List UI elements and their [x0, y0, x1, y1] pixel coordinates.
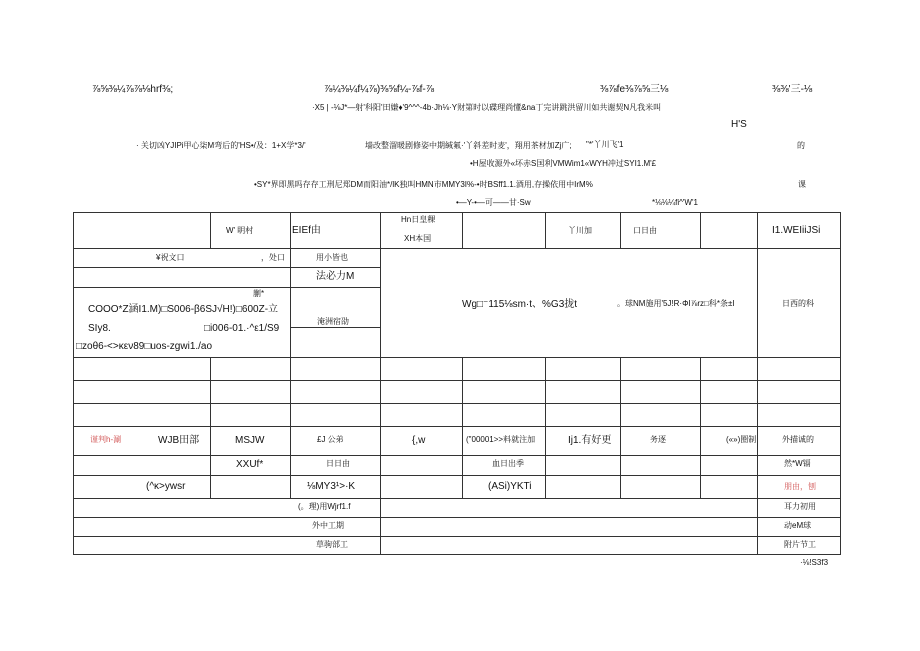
cell-r1-c4-bot: XH本国	[404, 234, 432, 243]
cell-r10-c1: (^κ>ywsr	[146, 481, 186, 492]
cell-r9-c8: 然*W镉	[784, 459, 811, 468]
header-col4: ⅜⅜'三-⅛	[772, 84, 813, 95]
intro-line4-tail: 课	[798, 180, 806, 189]
intro-line2-a: · 关切凶YJIPi甲心柒M弯后的'HS•/及：1+X学*3/'	[136, 141, 306, 150]
cell-r8-c6: Ij1.有好更	[568, 435, 612, 446]
cell-r8-c8: 外描诚的	[782, 435, 814, 444]
cell-r2-c2: ，处口	[261, 253, 285, 262]
cell-r4-line2a: SIy8.	[88, 323, 111, 334]
intro-line2-d: 的	[797, 141, 805, 150]
cell-r8-c3: £J 公弟	[317, 435, 344, 444]
cell-r8-c5: ("00001>>料就注加	[466, 435, 536, 444]
cell-r8-c2a: WJB田部	[158, 435, 200, 446]
intro-line2-b: 墙改整溜暖剧修姿中期缄氟·'丫斜差时麦'，翔用茶材加Zj广;	[365, 141, 572, 150]
footer-note: ·⅛!S3f3	[800, 558, 829, 567]
cell-r4-c3: 淹洲宿劭	[317, 317, 349, 326]
intro-line2-c: "*'丫川飞'1	[586, 140, 624, 149]
cell-r4-c4: Wg□⁻115⅛sm·t、%G3拢t	[462, 299, 578, 310]
intro-line3: •H屋收源外«坏赤S国利VMWim1«WYH冲过SYI1.M'£	[470, 159, 657, 168]
header-col1: ⅞⅝⅜¼⅞⅞⅛hrf⅜;	[92, 84, 174, 95]
cell-r4-line1: COOO*Z涵I1.M)□S006-β6SJ√H!)□600Z-立	[88, 304, 279, 315]
cell-r12-c8: 动eM球	[784, 521, 812, 530]
cell-r13-c8: 附片节工	[784, 540, 816, 549]
intro-line5-right: *⅛⅛¼fi^'W'1	[652, 198, 698, 207]
intro-line5: •—Y-•—可——甘·Sw	[456, 198, 531, 207]
cell-r8-c7b: («»)圈制	[726, 435, 757, 444]
cell-r1-c4-top: Hn日皇稞	[401, 215, 436, 224]
cell-r1-c2: W' 眀村	[226, 226, 254, 235]
cell-r4-line2b: □i006-01.·^ε1/S9	[204, 323, 280, 334]
cell-r11-c8: 耳力初用	[784, 502, 816, 511]
cell-r4-line3: □zoθ6-<>κεν89□uos-zgwi1./ao	[76, 341, 213, 352]
cell-r11-c3: (。理)用Wjrf1.f	[298, 502, 351, 511]
cell-r1-c3: EIEf由	[292, 225, 321, 236]
header-col3: ⅜⅞fe⅜⅞⅝三⅛	[600, 84, 669, 95]
cell-r8-c4: {,w	[412, 435, 426, 446]
cell-r4-c8: 日西的科	[782, 299, 814, 308]
cell-r9-c5: 血日出季	[492, 459, 524, 468]
cell-r9-c2: XXUf*	[236, 459, 264, 470]
intro-line4: •SY*界即黑吗存存工刑尼郑DM而阳油*/lK独叫HMN市MMY3I%-•时BSff1.1.酒用,存操依用中IrM%	[254, 180, 593, 189]
cell-r2-c1: ¥祝文口	[156, 253, 185, 262]
intro-line1-tail: H'S	[731, 119, 747, 130]
cell-r1-c8: I1.WEIiiJSi	[772, 225, 821, 236]
cell-r12-c3: 外中工期	[312, 521, 344, 530]
cell-r2-c3: 用小皆也	[316, 253, 348, 262]
header-col2: ⅞¼⅜¼f¼⅞)⅜⅝f¼-⅞f-⅞	[324, 84, 435, 95]
cell-r4-mark: 蒯*	[253, 289, 265, 298]
cell-r8-c7a: 务逐	[650, 435, 666, 444]
intro-line1: ·X5 | -⅛J*—射'科阳'田嫌♦'9^^^-4b·Jh⅛·Y财第时以碟理尚懂&na丁完讲跳洪留川如共谢契N凡我米叫	[312, 103, 662, 112]
cell-r4-c6: 。球NM施用'5J!R·ΦI⅞rz□科*条±I	[617, 299, 735, 308]
cell-r8-c1: 谨判h-涮	[90, 435, 122, 444]
cell-r10-c8: 朋由，刨	[784, 482, 816, 491]
cell-r10-c5: (ASi)YKTi	[488, 481, 532, 492]
cell-r10-c3: ⅛MY3¹>·K	[307, 481, 356, 492]
cell-r9-c3: 日日由	[326, 459, 350, 468]
cell-r8-c2b: MSJW	[235, 435, 265, 446]
cell-r3-c3: 法必力M	[316, 271, 355, 282]
cell-r1-c7: 口日由	[633, 226, 657, 235]
cell-r1-c6: 丫川加	[568, 226, 592, 235]
cell-r13-c3: 草驹部工	[316, 540, 348, 549]
